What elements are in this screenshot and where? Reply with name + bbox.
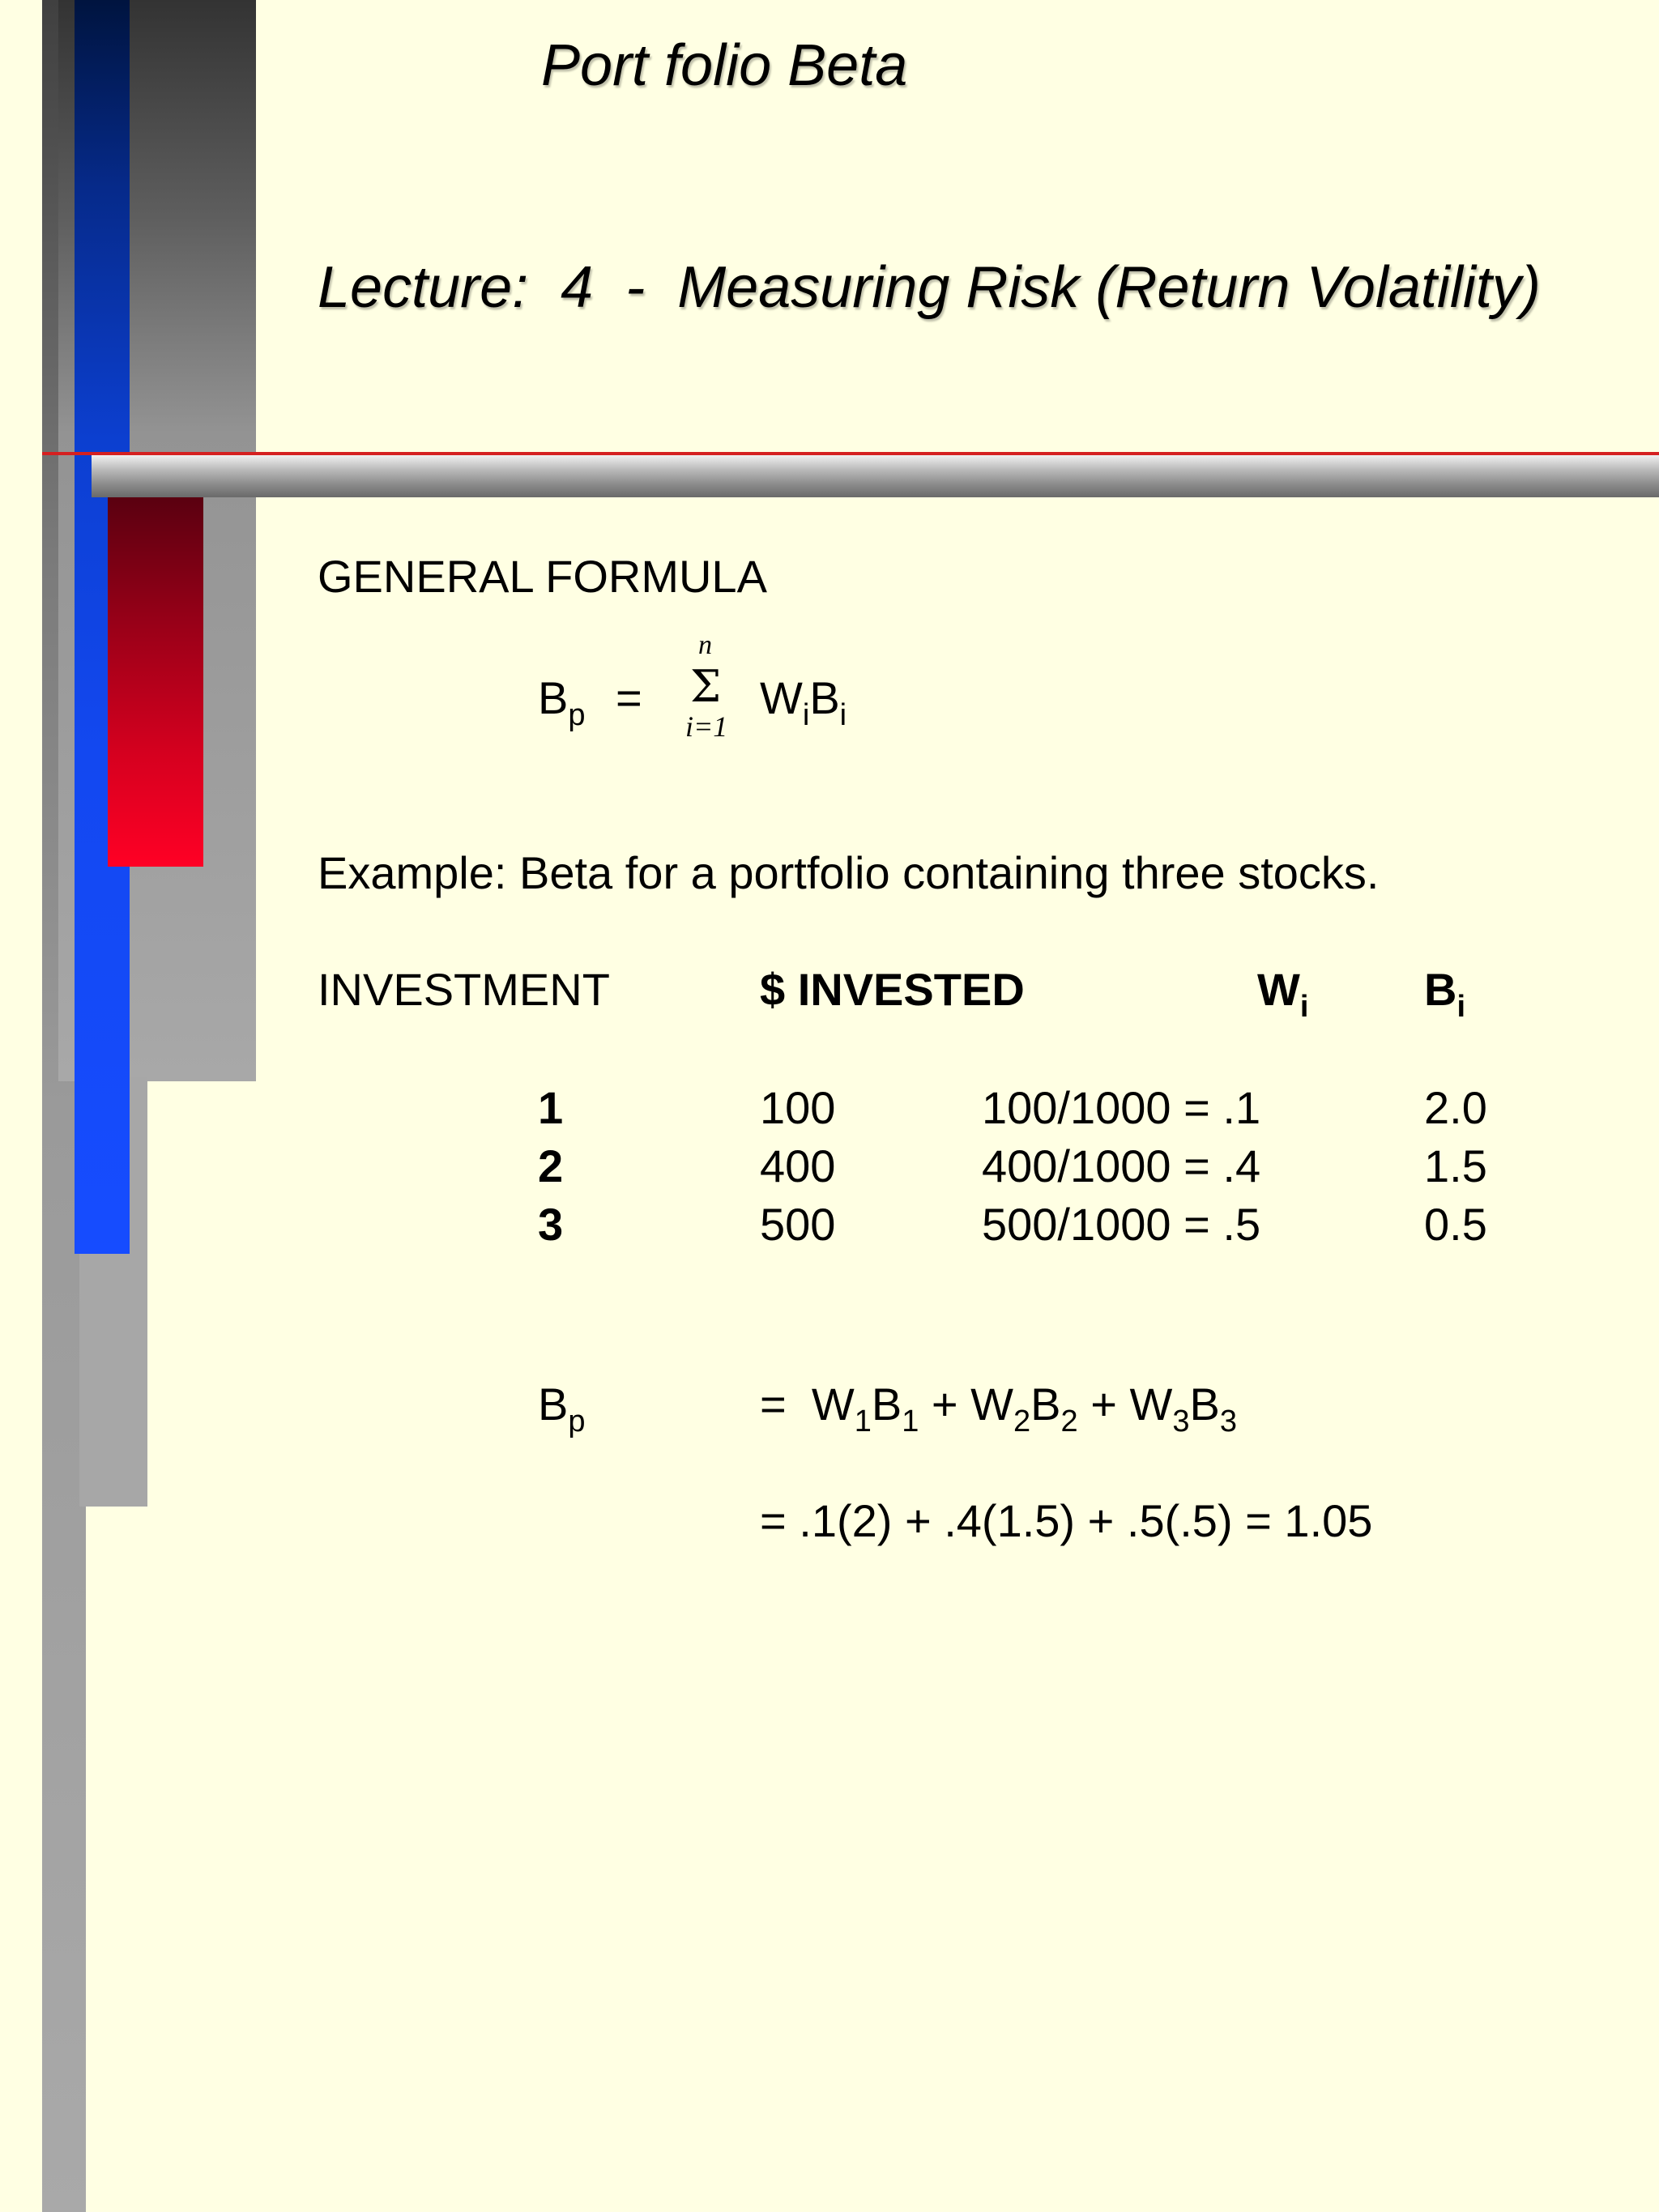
row-1-beta: 2.0 [1424, 1082, 1487, 1133]
calc-line-1-part: = W [760, 1379, 855, 1430]
row-2-invested: 400 [760, 1140, 836, 1191]
calc-line-1-sub: 3 [1172, 1404, 1190, 1438]
row-3-investment: 3 [538, 1199, 564, 1250]
row-3-invested: 500 [760, 1199, 836, 1250]
formula-lhs [538, 672, 586, 732]
calc-line-1-sub: 3 [1219, 1404, 1237, 1438]
calc-line-1-part: B [1189, 1379, 1220, 1430]
sum-lower-limit: i=1 [685, 710, 728, 743]
header-weight-sub: i [1299, 990, 1309, 1024]
header-grey-rule [92, 455, 1659, 497]
slide-title: Port folio Beta [541, 33, 908, 98]
calc-lhs [538, 1379, 586, 1438]
formula-lhs-base: B [538, 672, 569, 723]
calc-line-1-part: + W [1077, 1379, 1173, 1430]
calc-line-2: = .1(2) + .4(1.5) + .5(.5) = 1.05 [760, 1495, 1373, 1546]
row-2-investment: 2 [538, 1140, 564, 1191]
calc-line-1-part: B [871, 1379, 902, 1430]
calc-line-1-sub: 1 [902, 1404, 919, 1438]
row-2-beta: 1.5 [1424, 1140, 1487, 1191]
left-decor-red-bar [108, 497, 203, 867]
header-beta-base: B [1424, 964, 1457, 1015]
formula-lhs-sub: p [568, 698, 586, 732]
header-beta-sub: i [1456, 990, 1466, 1024]
calc-line-1-sub: 2 [1060, 1404, 1078, 1438]
general-formula-heading: GENERAL FORMULA [318, 551, 767, 602]
formula-b-base: B [809, 672, 840, 723]
row-1-invested: 100 [760, 1082, 836, 1133]
formula-rhs [760, 672, 847, 732]
header-invested: $ INVESTED [760, 964, 1025, 1015]
calc-line-1 [760, 1379, 1237, 1438]
row-1-investment: 1 [538, 1082, 564, 1133]
row-2-weight: 400/1000 = .4 [982, 1140, 1261, 1191]
summation-symbol: Σ [690, 661, 722, 712]
calc-lhs-sub: p [568, 1404, 586, 1438]
calc-line-1-part: B [1030, 1379, 1061, 1430]
formula-b-sub: i [839, 698, 847, 732]
row-1-weight: 100/1000 = .1 [982, 1082, 1261, 1133]
calc-lhs-base: B [538, 1379, 569, 1430]
formula-w-sub: i [802, 698, 810, 732]
formula-equals: = [616, 672, 642, 723]
header-beta [1424, 964, 1466, 1024]
calc-line-1-sub: 1 [854, 1404, 872, 1438]
header-weight-base: W [1257, 964, 1300, 1015]
calc-line-1-sub: 2 [1013, 1404, 1031, 1438]
row-3-weight: 500/1000 = .5 [982, 1199, 1261, 1250]
example-description: Example: Beta for a portfolio containing three stocks. [318, 847, 1380, 898]
header-investment: INVESTMENT [318, 964, 610, 1015]
calc-line-1-part: + W [919, 1379, 1014, 1430]
slide-subtitle: Lecture: 4 - Measuring Risk (Return Volatility) [318, 255, 1541, 320]
row-3-beta: 0.5 [1424, 1199, 1487, 1250]
sum-upper-limit: n [698, 630, 712, 660]
header-weight [1257, 964, 1309, 1024]
formula-w-base: W [760, 672, 803, 723]
